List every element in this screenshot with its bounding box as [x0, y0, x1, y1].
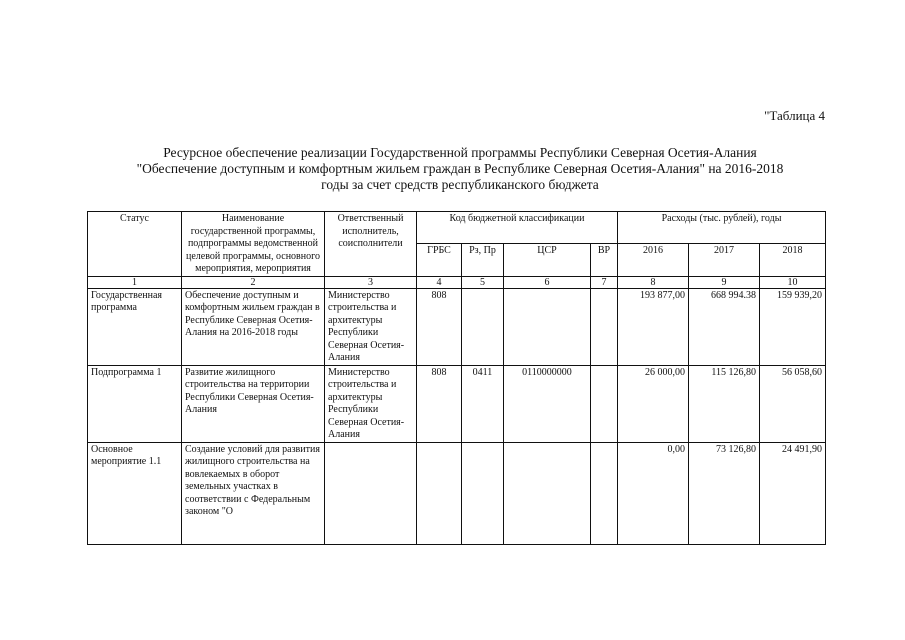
column-number: 10: [760, 276, 826, 288]
cell-2017: 115 126,80: [689, 365, 760, 442]
title-line: Ресурсное обеспечение реализации Государственной программы Республики Северная Осетия-Алания: [163, 145, 757, 160]
header-row: [88, 212, 826, 244]
header-2018: 2018: [760, 244, 826, 276]
table-row: [88, 365, 826, 442]
cell-grbs: 808: [417, 288, 462, 365]
cell-2017: 668 994.38: [689, 288, 760, 365]
cell-csr: [504, 288, 591, 365]
cell-2016: 193 877,00: [618, 288, 689, 365]
title-line: годы за счет средств республиканского бюджета: [321, 177, 599, 192]
header-2016: 2016: [618, 244, 689, 276]
resource-table: [87, 211, 826, 545]
column-number: 4: [417, 276, 462, 288]
title-line: "Обеспечение доступным и комфортным жильем граждан в Республике Северная Осетия-Алания" на 2016-2018: [136, 161, 784, 176]
cell-vr: [591, 365, 618, 442]
cell-2016: 0,00: [618, 442, 689, 544]
column-number: 1: [88, 276, 182, 288]
header-status: Статус: [88, 212, 182, 277]
column-number: 2: [182, 276, 325, 288]
cell-status: Основное мероприятие 1.1: [88, 442, 182, 544]
cell-vr: [591, 442, 618, 544]
cell-rzpr: [462, 442, 504, 544]
column-number: 6: [504, 276, 591, 288]
table-number-label: "Таблица 4: [764, 108, 825, 123]
cell-2018: 56 058,60: [760, 365, 826, 442]
cell-grbs: [417, 442, 462, 544]
cell-2018: 159 939,20: [760, 288, 826, 365]
cell-2018: 24 491,90: [760, 442, 826, 544]
cell-name: Создание условий для развития жилищного строительства на вовлекаемых в оборот земельных участках в соответствии с Федеральным законом "О: [182, 442, 325, 544]
column-number: 8: [618, 276, 689, 288]
header-budget-code: Код бюджетной классификации: [417, 212, 618, 244]
header-executor: Ответственный исполнитель, соисполнители: [325, 212, 417, 277]
document-title: [90, 145, 830, 193]
table-row: [88, 288, 826, 365]
cell-executor: Министерство строительства и архитектуры Республики Северная Осетия-Алания: [325, 288, 417, 365]
cell-status: Государственная программа: [88, 288, 182, 365]
cell-csr: [504, 442, 591, 544]
cell-2017: 73 126,80: [689, 442, 760, 544]
cell-rzpr: 0411: [462, 365, 504, 442]
cell-executor: Министерство строительства и архитектуры Республики Северная Осетия-Алания: [325, 365, 417, 442]
header-csr: ЦСР: [504, 244, 591, 276]
cell-2016: 26 000,00: [618, 365, 689, 442]
cell-csr: 0110000000: [504, 365, 591, 442]
header-2017: 2017: [689, 244, 760, 276]
header-grbs: ГРБС: [417, 244, 462, 276]
header-name: Наименование государственной программы, подпрограммы ведомственной целевой программы, основного мероприятия, мероприятия: [182, 212, 325, 277]
cell-status: Подпрограмма 1: [88, 365, 182, 442]
cell-executor: [325, 442, 417, 544]
cell-rzpr: [462, 288, 504, 365]
cell-grbs: 808: [417, 365, 462, 442]
cell-name: Обеспечение доступным и комфортным жильем граждан в Республике Северная Осетия-Алания на 2016-2018 годы: [182, 288, 325, 365]
header-rzpr: Рз, Пр: [462, 244, 504, 276]
column-number: 7: [591, 276, 618, 288]
column-number: 3: [325, 276, 417, 288]
header-vr: ВР: [591, 244, 618, 276]
table-row: [88, 442, 826, 544]
cell-name: Развитие жилищного строительства на территории Республики Северная Осетия-Алания: [182, 365, 325, 442]
column-number-row: [88, 276, 826, 288]
header-expenses: Расходы (тыс. рублей), годы: [618, 212, 826, 244]
cell-vr: [591, 288, 618, 365]
column-number: 9: [689, 276, 760, 288]
column-number: 5: [462, 276, 504, 288]
